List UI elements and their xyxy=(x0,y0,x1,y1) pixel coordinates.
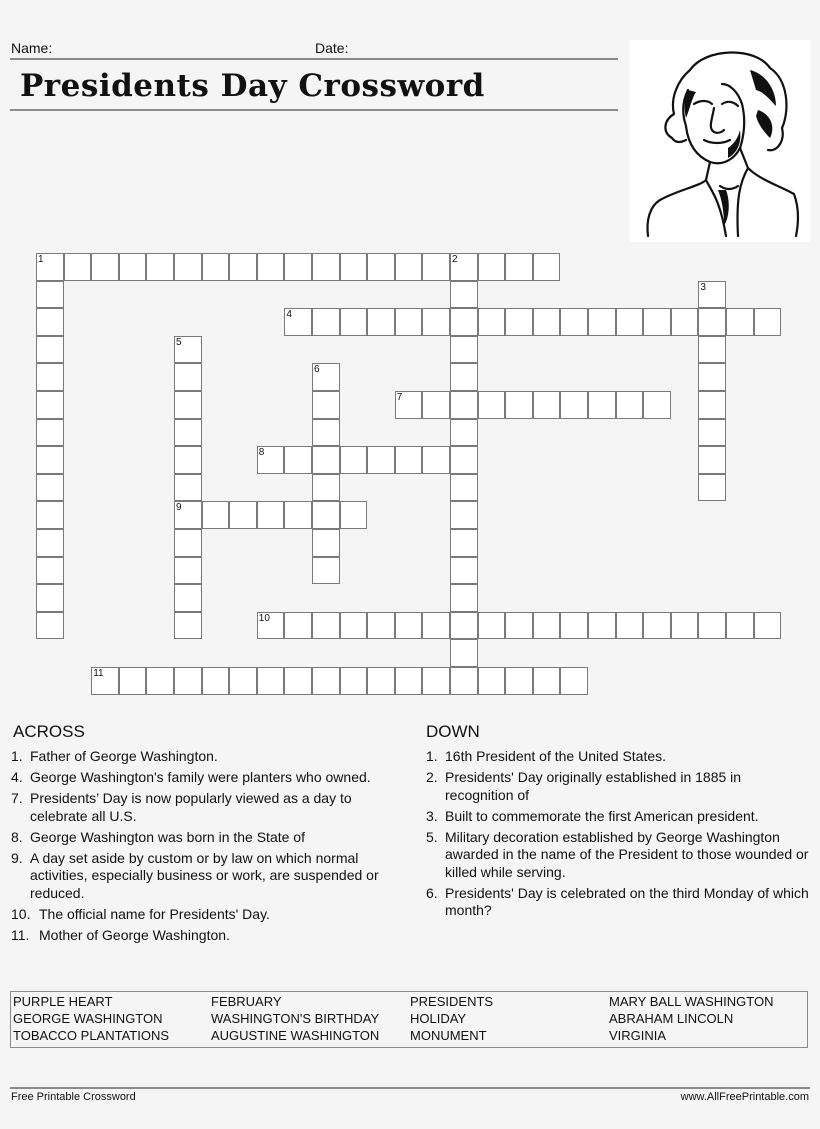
word-bank-item: VIRGINIA xyxy=(609,1028,667,1043)
crossword-cell[interactable] xyxy=(174,584,202,612)
crossword-cell[interactable] xyxy=(478,667,506,695)
crossword-cell[interactable] xyxy=(450,639,478,667)
crossword-cell[interactable] xyxy=(257,446,285,474)
crossword-cell[interactable] xyxy=(284,612,312,640)
crossword-cell[interactable] xyxy=(174,253,202,281)
crossword-cell[interactable] xyxy=(726,308,754,336)
clue-number: 9 xyxy=(176,502,182,514)
crossword-cell[interactable] xyxy=(340,667,368,695)
crossword-cell[interactable] xyxy=(478,253,506,281)
crossword-cell[interactable] xyxy=(119,253,147,281)
crossword-cell[interactable] xyxy=(395,391,423,419)
crossword-cell[interactable] xyxy=(174,557,202,585)
crossword-cell[interactable] xyxy=(367,446,395,474)
word-bank-item: FEBRUARY xyxy=(211,994,282,1009)
crossword-cell[interactable] xyxy=(478,391,506,419)
crossword-cell[interactable] xyxy=(257,667,285,695)
crossword-cell[interactable] xyxy=(340,446,368,474)
crossword-cell[interactable] xyxy=(229,501,257,529)
crossword-cell[interactable] xyxy=(450,253,478,281)
across-clue-1: 1. Father of George Washington. xyxy=(11,748,218,764)
crossword-cell[interactable] xyxy=(588,308,616,336)
word-bank-item: PURPLE HEART xyxy=(13,994,113,1009)
crossword-cell[interactable] xyxy=(698,391,726,419)
crossword-cell[interactable] xyxy=(505,253,533,281)
down-clue-3: 3. Built to commemorate the first American president. xyxy=(426,807,759,824)
crossword-cell[interactable] xyxy=(312,474,340,502)
crossword-cell[interactable] xyxy=(174,446,202,474)
name-label: Name: xyxy=(11,40,53,56)
down-clue-6: 6. Presidents' Day is celebrated on the third Monday of which month? xyxy=(426,884,809,918)
word-bank-column xyxy=(410,993,493,1044)
crossword-cell[interactable] xyxy=(422,667,450,695)
crossword-cell[interactable] xyxy=(257,612,285,640)
across-clue-7: 7. Presidents’ Day is now popularly viewed as a day to celebrate all U.S. xyxy=(11,790,352,824)
crossword-cell[interactable] xyxy=(174,667,202,695)
crossword-cell[interactable] xyxy=(36,501,64,529)
crossword-cell[interactable] xyxy=(64,253,92,281)
crossword-cell[interactable] xyxy=(450,667,478,695)
crossword-cell[interactable] xyxy=(754,308,782,336)
down-clue-5: 5. Military decoration established by George Washington awarded in the name of the President to those wounded or killed while serving. xyxy=(426,828,809,880)
crossword-cell[interactable] xyxy=(395,253,423,281)
crossword-cell[interactable] xyxy=(478,612,506,640)
crossword-cell[interactable] xyxy=(202,667,230,695)
crossword-cell[interactable] xyxy=(36,308,64,336)
crossword-cell[interactable] xyxy=(340,501,368,529)
crossword-cell[interactable] xyxy=(422,612,450,640)
crossword-cell[interactable] xyxy=(533,667,561,695)
clue-number: 7 xyxy=(396,392,403,403)
crossword-cell[interactable] xyxy=(422,391,450,419)
crossword-cell[interactable] xyxy=(202,253,230,281)
crossword-cell[interactable] xyxy=(450,419,478,447)
title-rule xyxy=(10,109,618,111)
clue-number: 3 xyxy=(700,281,706,293)
crossword-cell[interactable] xyxy=(174,419,202,447)
crossword-cell[interactable] xyxy=(36,363,64,391)
crossword-cell[interactable] xyxy=(754,612,782,640)
crossword-cell[interactable] xyxy=(671,612,699,640)
crossword-cell[interactable] xyxy=(698,336,726,364)
name-date-rule xyxy=(10,58,618,60)
word-bank-item: MARY BALL WASHINGTON xyxy=(609,994,774,1009)
crossword-cell[interactable] xyxy=(698,308,726,336)
crossword-cell[interactable] xyxy=(202,501,230,529)
crossword-cell[interactable] xyxy=(726,612,754,640)
crossword-cell[interactable] xyxy=(340,308,368,336)
crossword-cell[interactable] xyxy=(698,612,726,640)
across-clue-list xyxy=(11,748,396,948)
clue-number: 4 xyxy=(286,309,292,321)
crossword-cell[interactable] xyxy=(174,363,202,391)
crossword-cell[interactable] xyxy=(312,557,340,585)
word-bank-item: PRESIDENTS xyxy=(410,994,494,1009)
crossword-cell[interactable] xyxy=(312,419,340,447)
crossword-cell[interactable] xyxy=(505,391,533,419)
crossword-cell[interactable] xyxy=(36,612,64,640)
crossword-cell[interactable] xyxy=(643,308,671,336)
crossword-cell[interactable] xyxy=(312,667,340,695)
word-bank xyxy=(10,991,808,1048)
crossword-cell[interactable] xyxy=(588,391,616,419)
crossword-cell[interactable] xyxy=(36,529,64,557)
crossword-cell[interactable] xyxy=(36,391,64,419)
crossword-cell[interactable] xyxy=(450,501,478,529)
crossword-cell[interactable] xyxy=(229,253,257,281)
crossword-cell[interactable] xyxy=(698,363,726,391)
word-bank-item: TOBACCO PLANTATIONS xyxy=(13,1028,170,1043)
clue-number: 8 xyxy=(258,447,265,459)
crossword-cell[interactable] xyxy=(36,474,64,502)
crossword-cell[interactable] xyxy=(560,612,588,640)
crossword-cell[interactable] xyxy=(643,391,671,419)
down-heading: DOWN xyxy=(426,722,480,741)
crossword-cell[interactable] xyxy=(340,253,368,281)
crossword-cell[interactable] xyxy=(36,446,64,474)
crossword-cell[interactable] xyxy=(422,253,450,281)
down-clue-2: 2. Presidents' Day originally established in 1885 in recognition of xyxy=(426,769,742,803)
crossword-cell[interactable] xyxy=(119,667,147,695)
crossword-cell[interactable] xyxy=(36,584,64,612)
crossword-cell[interactable] xyxy=(395,612,423,640)
crossword-cell[interactable] xyxy=(505,667,533,695)
crossword-cell[interactable] xyxy=(450,391,478,419)
crossword-cell[interactable] xyxy=(257,253,285,281)
crossword-cell[interactable] xyxy=(257,501,285,529)
across-clue-4: 4. George Washington's family were planters who owned. xyxy=(11,769,371,785)
footer-site-link[interactable]: www.AllFreePrintable.com xyxy=(680,1091,809,1103)
crossword-cell[interactable] xyxy=(450,363,478,391)
down-clue-list xyxy=(426,748,811,923)
crossword-cell[interactable] xyxy=(671,308,699,336)
word-bank-column xyxy=(13,993,169,1044)
crossword-cell[interactable] xyxy=(698,281,726,309)
crossword-cell[interactable] xyxy=(367,612,395,640)
word-bank-column xyxy=(609,993,773,1044)
crossword-cell[interactable] xyxy=(450,446,478,474)
crossword-cell[interactable] xyxy=(284,501,312,529)
crossword-cell[interactable] xyxy=(450,308,478,336)
crossword-cell[interactable] xyxy=(312,501,340,529)
crossword-cell[interactable] xyxy=(36,336,64,364)
word-bank-item: ABRAHAM LINCOLN xyxy=(609,1011,734,1026)
crossword-cell[interactable] xyxy=(174,612,202,640)
crossword-cell[interactable] xyxy=(367,667,395,695)
crossword-cell[interactable] xyxy=(505,612,533,640)
date-label: Date: xyxy=(315,40,349,56)
crossword-cell[interactable] xyxy=(367,253,395,281)
word-bank-item: HOLIDAY xyxy=(410,1011,467,1026)
crossword-cell[interactable] xyxy=(643,612,671,640)
across-heading: ACROSS xyxy=(13,722,85,741)
crossword-cell[interactable] xyxy=(174,529,202,557)
crossword-cell[interactable] xyxy=(505,308,533,336)
across-clue-9: 9. A day set aside by custom or by law on which normal activities, especially business or work, are suspended or reduced. xyxy=(11,849,379,901)
footer-left-text: Free Printable Crossword xyxy=(11,1091,136,1103)
crossword-cell[interactable] xyxy=(312,308,340,336)
crossword-cell[interactable] xyxy=(340,612,368,640)
word-bank-item: MONUMENT xyxy=(410,1028,487,1043)
crossword-cell[interactable] xyxy=(284,446,312,474)
crossword-cell[interactable] xyxy=(174,336,202,364)
crossword-cell[interactable] xyxy=(450,529,478,557)
crossword-cell[interactable] xyxy=(616,612,644,640)
crossword-cell[interactable] xyxy=(422,446,450,474)
across-clue-11: 11. Mother of George Washington. xyxy=(11,926,230,943)
crossword-cell[interactable] xyxy=(395,446,423,474)
crossword-grid xyxy=(36,253,796,703)
crossword-cell[interactable] xyxy=(146,667,174,695)
crossword-cell[interactable] xyxy=(312,253,340,281)
crossword-cell[interactable] xyxy=(698,446,726,474)
crossword-cell[interactable] xyxy=(174,501,202,529)
clue-number: 10 xyxy=(258,612,270,624)
page-title: Presidents Day Crossword xyxy=(20,68,485,104)
crossword-cell[interactable] xyxy=(450,557,478,585)
crossword-cell[interactable] xyxy=(284,308,312,336)
footer-rule xyxy=(10,1087,810,1089)
crossword-cell[interactable] xyxy=(91,253,119,281)
crossword-cell[interactable] xyxy=(450,474,478,502)
down-clue-1: 1. 16th President of the United States. xyxy=(426,748,667,764)
crossword-cell[interactable] xyxy=(560,667,588,695)
clue-number: 11 xyxy=(93,668,104,679)
crossword-cell[interactable] xyxy=(312,529,340,557)
crossword-cell[interactable] xyxy=(698,474,726,502)
crossword-cell[interactable] xyxy=(450,281,478,309)
crossword-cell[interactable] xyxy=(36,281,64,309)
crossword-cell[interactable] xyxy=(312,363,340,391)
crossword-cell[interactable] xyxy=(533,612,561,640)
crossword-cell[interactable] xyxy=(312,446,340,474)
crossword-cell[interactable] xyxy=(422,308,450,336)
crossword-cell[interactable] xyxy=(174,474,202,502)
crossword-cell[interactable] xyxy=(616,308,644,336)
clue-number: 1 xyxy=(38,254,44,265)
crossword-cell[interactable] xyxy=(91,667,119,695)
crossword-cell[interactable] xyxy=(36,253,64,281)
crossword-cell[interactable] xyxy=(146,253,174,281)
crossword-cell[interactable] xyxy=(36,419,64,447)
clue-number: 2 xyxy=(452,254,458,265)
across-clue-10: 10. The official name for Presidents' Day. xyxy=(11,905,270,922)
crossword-cell[interactable] xyxy=(174,391,202,419)
crossword-cell[interactable] xyxy=(395,308,423,336)
word-bank-item: AUGUSTINE WASHINGTON xyxy=(211,1028,380,1043)
crossword-cell[interactable] xyxy=(450,336,478,364)
word-bank-item: GEORGE WASHINGTON xyxy=(13,1011,163,1026)
crossword-cell[interactable] xyxy=(588,612,616,640)
crossword-cell[interactable] xyxy=(36,557,64,585)
crossword-cell[interactable] xyxy=(698,419,726,447)
crossword-cell[interactable] xyxy=(450,612,478,640)
word-bank-column xyxy=(211,993,379,1044)
clue-number: 6 xyxy=(314,364,320,376)
crossword-cell[interactable] xyxy=(533,308,561,336)
word-bank-item: WASHINGTON'S BIRTHDAY xyxy=(211,1011,380,1026)
crossword-cell[interactable] xyxy=(284,667,312,695)
crossword-cell[interactable] xyxy=(229,667,257,695)
crossword-cell[interactable] xyxy=(284,253,312,281)
washington-portrait-icon xyxy=(630,40,810,242)
crossword-cell[interactable] xyxy=(450,584,478,612)
crossword-cell[interactable] xyxy=(533,391,561,419)
crossword-cell[interactable] xyxy=(616,391,644,419)
crossword-cell[interactable] xyxy=(560,308,588,336)
across-clue-8: 8. George Washington was born in the State of xyxy=(11,828,305,845)
clue-number: 5 xyxy=(176,336,182,348)
crossword-cell[interactable] xyxy=(533,253,561,281)
crossword-cell[interactable] xyxy=(312,612,340,640)
crossword-cell[interactable] xyxy=(395,667,423,695)
crossword-cell[interactable] xyxy=(312,391,340,419)
crossword-cell[interactable] xyxy=(478,308,506,336)
crossword-cell[interactable] xyxy=(367,308,395,336)
crossword-cell[interactable] xyxy=(560,391,588,419)
